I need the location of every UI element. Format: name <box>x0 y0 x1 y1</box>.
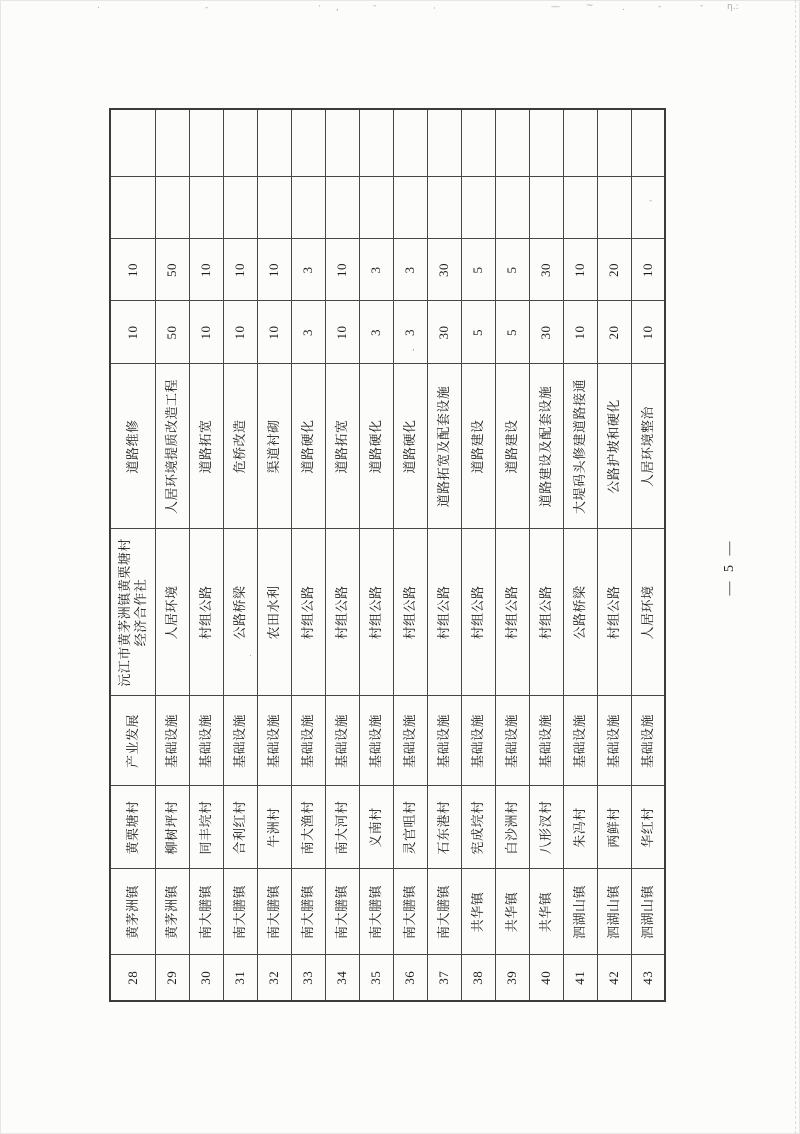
scan-mark: - <box>658 2 662 12</box>
cell-index: 32 <box>257 955 291 1001</box>
cell-index: 35 <box>359 955 393 1001</box>
cell-category: 基础设施 <box>189 696 223 786</box>
cell-subcategory: 公路桥梁 <box>223 529 257 696</box>
cell-amount2: 10 <box>563 239 597 301</box>
page-edge-shadow <box>795 0 796 1134</box>
cell-blank1 <box>189 177 223 239</box>
cell-amount1: 10 <box>110 301 155 364</box>
table-row <box>223 109 257 1001</box>
cell-blank1 <box>563 177 597 239</box>
cell-amount2: 20 <box>597 239 631 301</box>
cell-subcategory: 村组公路 <box>427 529 461 696</box>
cell-amount1: 20 <box>597 301 631 364</box>
cell-amount1: 10 <box>223 301 257 364</box>
cell-index: 42 <box>597 955 631 1001</box>
scan-mark: · <box>433 4 436 14</box>
cell-project: 危桥改造 <box>223 364 257 529</box>
cell-amount1: 3 <box>393 301 427 364</box>
table-row <box>563 109 597 1001</box>
cell-village: 合利红村 <box>223 786 257 869</box>
scan-mark: . <box>97 1 100 11</box>
cell-town: 共华镇 <box>529 869 563 955</box>
cell-village: 牛洲村 <box>257 786 291 869</box>
table-row <box>359 109 393 1001</box>
cell-category: 基础设施 <box>427 696 461 786</box>
cell-village: 朱冯村 <box>563 786 597 869</box>
cell-project: 道路建设及配套设施 <box>529 364 563 529</box>
cell-subcategory: 村组公路 <box>393 529 427 696</box>
cell-amount2: 10 <box>110 239 155 301</box>
scan-mark: - <box>205 3 209 13</box>
cell-blank2 <box>223 109 257 177</box>
cell-town: 泗湖山镇 <box>563 869 597 955</box>
cell-index: 30 <box>189 955 223 1001</box>
table-row <box>461 109 495 1001</box>
cell-category: 基础设施 <box>291 696 325 786</box>
cell-category: 基础设施 <box>563 696 597 786</box>
table-row <box>495 109 529 1001</box>
cell-category: 基础设施 <box>461 696 495 786</box>
cell-amount1: 3 <box>291 301 325 364</box>
cell-town: 南大膳镇 <box>325 869 359 955</box>
cell-index: 40 <box>529 955 563 1001</box>
cell-project: 道路硬化 <box>393 364 427 529</box>
cell-blank1 <box>257 177 291 239</box>
scan-mark: , <box>412 343 415 353</box>
cell-town: 黄茅洲镇 <box>110 869 155 955</box>
cell-subcategory: 村组公路 <box>325 529 359 696</box>
scan-mark: - <box>373 1 377 11</box>
cell-blank2 <box>563 109 597 177</box>
cell-blank2 <box>529 109 563 177</box>
cell-amount1: 3 <box>359 301 393 364</box>
cell-blank2 <box>427 109 461 177</box>
cell-subcategory: 沅江市黄茅洲镇黄栗塘村经济合作社 <box>110 529 155 696</box>
cell-project: 渠道衬砌 <box>257 364 291 529</box>
table-row <box>257 109 291 1001</box>
cell-amount1: 10 <box>189 301 223 364</box>
cell-village: 灵官咀村 <box>393 786 427 869</box>
cell-index: 31 <box>223 955 257 1001</box>
cell-blank2 <box>631 109 665 177</box>
cell-town: 南大膳镇 <box>427 869 461 955</box>
cell-amount2: 10 <box>257 239 291 301</box>
cell-village: 八形汊村 <box>529 786 563 869</box>
cell-amount1: 10 <box>325 301 359 364</box>
cell-index: 29 <box>155 955 189 1001</box>
cell-project: 道路建设 <box>461 364 495 529</box>
scan-mark: η.: <box>727 2 739 12</box>
cell-index: 43 <box>631 955 665 1001</box>
funding-projects-table <box>109 108 666 1002</box>
cell-index: 38 <box>461 955 495 1001</box>
cell-project: 道路拓宽 <box>189 364 223 529</box>
cell-blank2 <box>359 109 393 177</box>
cell-amount2: 3 <box>359 239 393 301</box>
cell-project: 人居环境提质改造工程 <box>155 364 189 529</box>
cell-village: 宪成垸村 <box>461 786 495 869</box>
cell-village: 黄栗塘村 <box>110 786 155 869</box>
cell-amount1: 50 <box>155 301 189 364</box>
table-row <box>393 109 427 1001</box>
cell-project: 公路护坡和硬化 <box>597 364 631 529</box>
scan-mark: · <box>318 2 321 12</box>
cell-subcategory: 村组公路 <box>597 529 631 696</box>
cell-amount1: 30 <box>529 301 563 364</box>
cell-project: 道路建设 <box>495 364 529 529</box>
cell-amount2: 10 <box>325 239 359 301</box>
cell-amount2: 10 <box>223 239 257 301</box>
cell-category: 基础设施 <box>155 696 189 786</box>
cell-amount2: 5 <box>495 239 529 301</box>
cell-village: 两鲜村 <box>597 786 631 869</box>
cell-town: 共华镇 <box>495 869 529 955</box>
table-body <box>110 109 665 1001</box>
scan-mark: . <box>622 3 625 13</box>
scan-mark: - <box>649 196 653 206</box>
cell-blank2 <box>393 109 427 177</box>
cell-subcategory: 公路桥梁 <box>563 529 597 696</box>
cell-blank2 <box>461 109 495 177</box>
cell-village: 白沙洲村 <box>495 786 529 869</box>
cell-amount2: 10 <box>189 239 223 301</box>
cell-blank2 <box>291 109 325 177</box>
cell-blank1 <box>461 177 495 239</box>
cell-project: 道路拓宽及配套设施 <box>427 364 461 529</box>
cell-index: 39 <box>495 955 529 1001</box>
cell-amount1: 5 <box>461 301 495 364</box>
cell-subcategory: 村组公路 <box>461 529 495 696</box>
cell-amount2: 10 <box>631 239 665 301</box>
cell-subcategory: 村组公路 <box>189 529 223 696</box>
cell-amount1: 10 <box>257 301 291 364</box>
cell-town: 南大膳镇 <box>189 869 223 955</box>
cell-project: 人居环境整治 <box>631 364 665 529</box>
cell-subcategory: 农田水利 <box>257 529 291 696</box>
cell-blank1 <box>495 177 529 239</box>
cell-blank1 <box>291 177 325 239</box>
cell-amount1: 10 <box>631 301 665 364</box>
cell-blank1 <box>359 177 393 239</box>
cell-town: 泗湖山镇 <box>597 869 631 955</box>
cell-index: 37 <box>427 955 461 1001</box>
cell-blank2 <box>189 109 223 177</box>
cell-category: 基础设施 <box>359 696 393 786</box>
cell-amount1: 10 <box>563 301 597 364</box>
cell-village: 南大渔村 <box>291 786 325 869</box>
cell-village: 义南村 <box>359 786 393 869</box>
cell-blank1 <box>631 177 665 239</box>
cell-blank1 <box>597 177 631 239</box>
cell-category: 基础设施 <box>325 696 359 786</box>
table-row <box>155 109 189 1001</box>
cell-index: 33 <box>291 955 325 1001</box>
cell-blank1 <box>223 177 257 239</box>
cell-category: 基础设施 <box>529 696 563 786</box>
cell-category: 基础设施 <box>597 696 631 786</box>
scan-mark: , <box>336 3 339 13</box>
table-row <box>427 109 461 1001</box>
cell-category: 基础设施 <box>393 696 427 786</box>
cell-amount2: 50 <box>155 239 189 301</box>
cell-blank1 <box>529 177 563 239</box>
cell-blank2 <box>325 109 359 177</box>
cell-town: 南大膳镇 <box>257 869 291 955</box>
cell-amount1: 30 <box>427 301 461 364</box>
cell-town: 南大膳镇 <box>393 869 427 955</box>
cell-category: 基础设施 <box>257 696 291 786</box>
cell-index: 28 <box>110 955 155 1001</box>
cell-index: 34 <box>325 955 359 1001</box>
table-row <box>291 109 325 1001</box>
cell-blank1 <box>110 177 155 239</box>
cell-category: 基础设施 <box>495 696 529 786</box>
cell-category: 基础设施 <box>223 696 257 786</box>
cell-blank2 <box>257 109 291 177</box>
scan-mark: . <box>249 649 252 659</box>
cell-project: 道路硬化 <box>291 364 325 529</box>
cell-project: 道路维修 <box>110 364 155 529</box>
scan-mark: — <box>551 2 560 12</box>
table-row <box>189 109 223 1001</box>
cell-town: 黄茅洲镇 <box>155 869 189 955</box>
cell-blank1 <box>325 177 359 239</box>
cell-blank1 <box>393 177 427 239</box>
cell-subcategory: 人居环境 <box>155 529 189 696</box>
cell-category: 基础设施 <box>631 696 665 786</box>
cell-project: 道路拓宽 <box>325 364 359 529</box>
cell-subcategory: 人居环境 <box>631 529 665 696</box>
cell-amount2: 3 <box>291 239 325 301</box>
cell-village: 石东港村 <box>427 786 461 869</box>
cell-amount2: 5 <box>461 239 495 301</box>
table-row <box>110 109 155 1001</box>
cell-village: 南大河村 <box>325 786 359 869</box>
cell-amount1: 5 <box>495 301 529 364</box>
scan-mark: ~ <box>586 1 594 11</box>
cell-town: 南大膳镇 <box>223 869 257 955</box>
cell-blank2 <box>155 109 189 177</box>
scan-mark: - <box>700 1 704 11</box>
cell-blank2 <box>597 109 631 177</box>
cell-village: 同丰垸村 <box>189 786 223 869</box>
cell-village: 柳树坪村 <box>155 786 189 869</box>
cell-amount2: 3 <box>393 239 427 301</box>
cell-category: 产业发展 <box>110 696 155 786</box>
cell-subcategory: 村组公路 <box>359 529 393 696</box>
cell-town: 共华镇 <box>461 869 495 955</box>
table-row <box>631 109 665 1001</box>
page-number: — 5 — <box>722 538 737 596</box>
cell-amount2: 30 <box>427 239 461 301</box>
cell-subcategory: 村组公路 <box>495 529 529 696</box>
cell-town: 泗湖山镇 <box>631 869 665 955</box>
cell-blank1 <box>155 177 189 239</box>
cell-village: 华红村 <box>631 786 665 869</box>
cell-project: 大堤码头修建道路接通 <box>563 364 597 529</box>
cell-index: 41 <box>563 955 597 1001</box>
cell-subcategory: 村组公路 <box>529 529 563 696</box>
cell-amount2: 30 <box>529 239 563 301</box>
table-row <box>325 109 359 1001</box>
table-row <box>597 109 631 1001</box>
table-row <box>529 109 563 1001</box>
cell-blank2 <box>495 109 529 177</box>
cell-index: 36 <box>393 955 427 1001</box>
cell-blank2 <box>110 109 155 177</box>
cell-town: 南大膳镇 <box>359 869 393 955</box>
cell-project: 道路硬化 <box>359 364 393 529</box>
cell-blank1 <box>427 177 461 239</box>
cell-subcategory: 村组公路 <box>291 529 325 696</box>
cell-town: 南大膳镇 <box>291 869 325 955</box>
